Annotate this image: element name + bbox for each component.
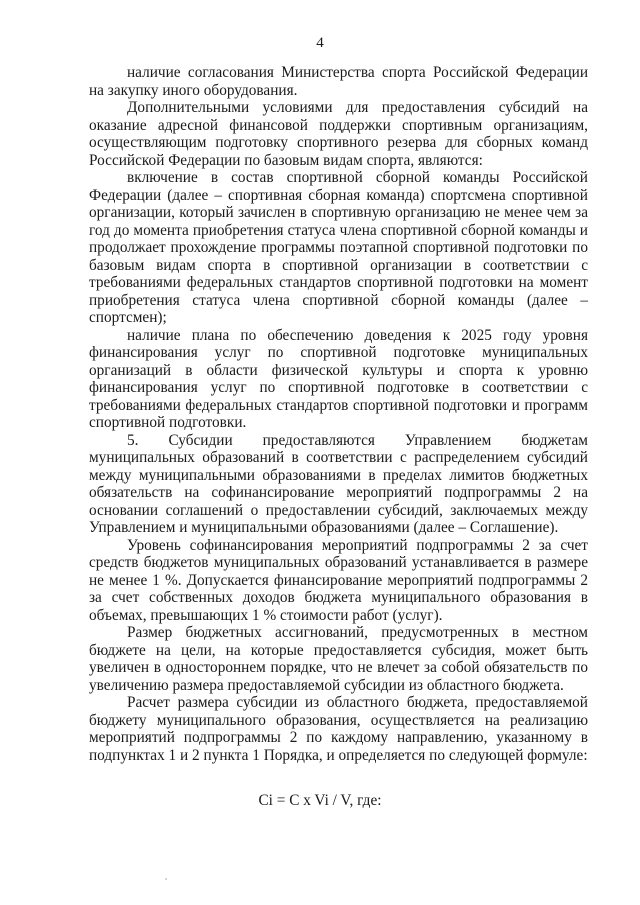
document-body	[89, 64, 588, 764]
paragraph-subsidy-provision: 5. Субсидии предоставляются Управлением бюджетам муниципальных образований в соответствии с распределением субсидий между муниципальными образованиями в пределах лимитов бюджетных обязательств на софинансирование мероприятий подпрограммы 2 на основании соглашений о предоставлении субсидий, заключаемых между Управлением и муниципальными образованиями (далее – Соглашение).	[89, 431, 588, 536]
paragraph-athlete-inclusion: включение в состав спортивной сборной команды Российской Федерации (далее – спортивная сборная команда) спортсмена спортивной организации, который зачислен в спортивную организацию не менее чем за год до момента приобретения статуса члена спортивной сборной команды и продолжает прохождение программы поэтапной спортивной подготовки по базовым видам спорта в спортивной организации в соответствии с требованиями федеральных стандартов спортивной подготовки на момент приобретения статуса члена спортивной сборной команды (далее – спортсмен);	[89, 169, 588, 326]
paragraph-funding-plan: наличие плана по обеспечению доведения к 2025 году уровня финансирования услуг по спортивной подготовке муниципальных организаций в области физической культуры и спорта к уровню финансирования услуг по спортивной подготовке в соответствии с требованиями федеральных стандартов спортивной подготовки и программ спортивной подготовки.	[89, 326, 588, 431]
scan-dot	[165, 878, 167, 880]
paragraph-budget-allocation: Размер бюджетных ассигнований, предусмотренных в местном бюджете на цели, на которые предоставляется субсидия, может быть увеличен в одностороннем порядке, что не влечет за собой обязательств по увеличению размера предоставляемой субсидии из областного бюджета.	[89, 624, 588, 694]
page-number: 4	[316, 35, 324, 51]
subsidy-formula: Ci = C x Vi / V, где:	[258, 792, 382, 809]
paragraph-equipment-approval: наличие согласования Министерства спорта Российской Федерации на закупку иного оборудования.	[89, 64, 588, 99]
paragraph-calculation: Расчет размера субсидии из областного бюджета, предоставляемой бюджету муниципального образования, осуществляется на реализацию мероприятий подпрограммы 2 по каждому направлению, указанному в подпунктах 1 и 2 пункта 1 Порядка, и определяется по следующей формуле:	[89, 694, 588, 764]
paragraph-cofinancing-level: Уровень софинансирования мероприятий подпрограммы 2 за счет средств бюджетов муниципальных образований устанавливается в размере не менее 1 %. Допускается финансирование мероприятий подпрограммы 2 за счет собственных доходов бюджета муниципального образования в объемах, превышающих 1 % стоимости работ (услуг).	[89, 536, 588, 624]
paragraph-additional-conditions: Дополнительными условиями для предоставления субсидий на оказание адресной финансовой поддержки спортивным организациям, осуществляющим подготовку спортивного резерва для сборных команд Российской Федерации по базовым видам спорта, являются:	[89, 99, 588, 169]
